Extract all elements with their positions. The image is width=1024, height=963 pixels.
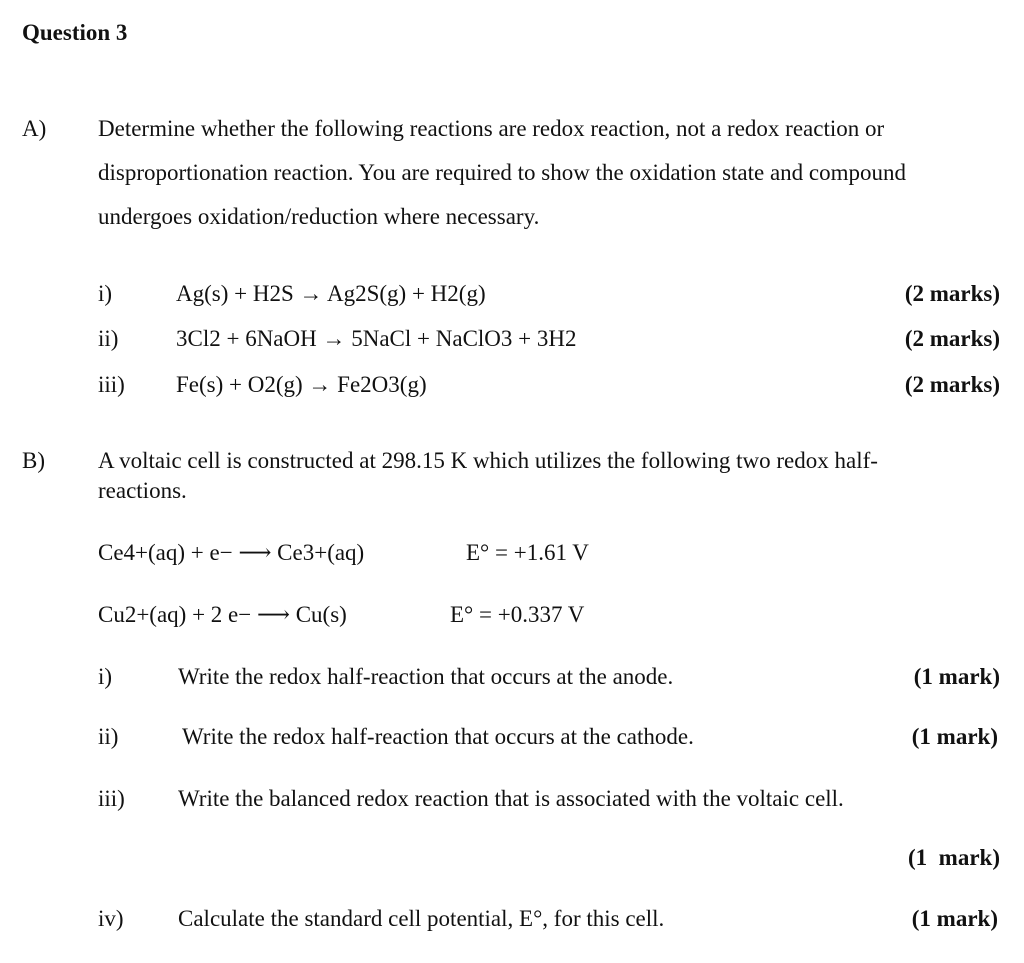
half-reaction-cu-potential: E° = +0.337 V xyxy=(450,602,585,627)
part-b-item-iii-marks: (1 mark) xyxy=(908,845,1000,870)
part-b-item-iv-text: Calculate the standard cell potential, E°, for this cell. xyxy=(178,906,665,931)
part-a-item-iii-equation: Fe(s) + O2(g) → Fe2O3(g) xyxy=(176,372,427,397)
part-a-instruction-line2: disproportionation reaction. You are required to show the oxidation state and compound xyxy=(98,160,907,185)
part-a-item-i-number: i) xyxy=(98,281,113,306)
part-b-item-ii-text: Write the redox half-reaction that occurs at the cathode. xyxy=(182,724,694,749)
part-a-item-i-equation: Ag(s) + H2S → Ag2S(g) + H2(g) xyxy=(176,281,486,306)
part-a-item-ii-equation: 3Cl2 + 6NaOH → 5NaCl + NaClO3 + 3H2 xyxy=(176,326,577,351)
part-b-label: B) xyxy=(22,448,45,473)
question-title: Question 3 xyxy=(22,20,128,45)
part-b-item-iv-number: iv) xyxy=(98,906,124,931)
half-reaction-ce: Ce4+(aq) + e− ⟶ Ce3+(aq) xyxy=(98,540,365,565)
part-a-item-ii-marks: (2 marks) xyxy=(904,326,1000,351)
part-a-instruction-line3: undergoes oxidation/reduction where necessary. xyxy=(98,204,540,229)
part-b-item-iii-number: iii) xyxy=(98,786,125,811)
part-b-intro-line2: reactions. xyxy=(98,478,187,503)
part-b-item-iii-text: Write the balanced redox reaction that is associated with the voltaic cell. xyxy=(178,786,844,811)
part-a-label: A) xyxy=(22,116,47,141)
part-b-item-ii-number: ii) xyxy=(98,724,119,749)
part-a-item-i-marks: (2 marks) xyxy=(904,281,1000,306)
part-a-item-iii-number: iii) xyxy=(98,372,125,397)
part-b-item-i-number: i) xyxy=(98,664,113,689)
part-b-item-iv-marks: (1 mark) xyxy=(911,906,998,931)
part-a-item-ii-number: ii) xyxy=(98,326,119,351)
part-a-instruction-line1: Determine whether the following reactions are redox reaction, not a redox reaction or xyxy=(98,116,885,141)
part-b-item-i-marks: (1 mark) xyxy=(913,664,1000,689)
half-reaction-ce-potential: E° = +1.61 V xyxy=(466,540,589,565)
half-reaction-cu: Cu2+(aq) + 2 e− ⟶ Cu(s) xyxy=(98,602,347,627)
part-a-item-iii-marks: (2 marks) xyxy=(904,372,1000,397)
part-b-item-i-text: Write the redox half-reaction that occurs at the anode. xyxy=(178,664,674,689)
part-b-item-ii-marks: (1 mark) xyxy=(911,724,998,749)
part-b-intro-line1: A voltaic cell is constructed at 298.15 K which utilizes the following two redox half- xyxy=(98,448,878,473)
